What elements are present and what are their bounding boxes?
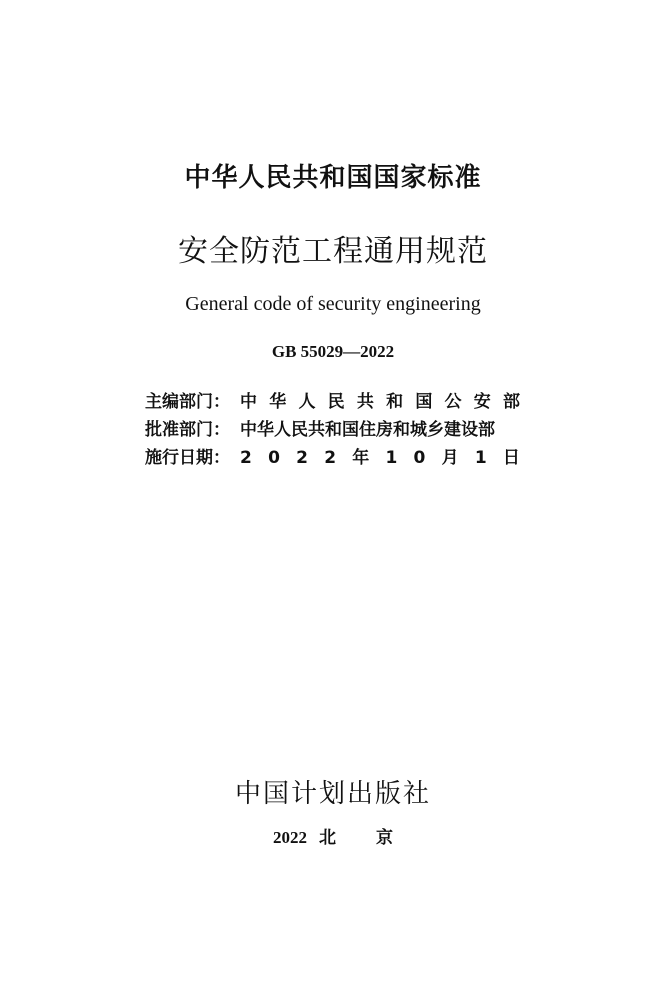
title-english: General code of security engineering [185,293,481,315]
chief-editor-char: 公 [444,392,462,412]
publisher-name: 中国计划出版社 [234,779,431,809]
chief-editor-char: 部 [502,392,520,412]
chief-editor-label: 主编部门： [145,392,230,412]
approver-label: 批准部门： [145,420,230,440]
chief-editor-char: 人 [298,392,316,412]
publication-line [0,826,666,850]
effective-date-char: 2 [240,448,252,468]
effective-date-char: 1 [385,448,398,468]
publication-year: 2022 [273,828,307,847]
effective-date-label: 施行日期： [145,448,230,468]
chief-editor-value [240,388,520,416]
effective-date-value [240,444,520,472]
chief-editor-char: 华 [269,392,287,412]
chief-editor-char: 民 [327,392,345,412]
publication-city-char: 京 [376,828,393,847]
chief-editor-char: 和 [386,392,404,412]
title-chinese: 安全防范工程通用规范 [178,234,488,269]
chief-editor-char: 国 [415,392,433,412]
effective-date-char: 2 [296,448,308,468]
standard-code: GB 55029—2022 [271,342,395,361]
effective-date-char: 0 [413,448,426,468]
effective-date-char: 1 [474,448,487,468]
chief-editor-char: 中 [240,392,257,412]
chief-editor-row [145,388,525,416]
approver-value [240,416,520,444]
approver-row [145,416,525,444]
standard-type: 中华人民共和国国家标准 [184,163,482,193]
publication-city-char: 北 [319,828,336,847]
effective-date-char: 0 [268,448,280,468]
effective-date-char: 年 [352,448,370,468]
approver-text: 中华人民共和国住房和城乡建设部 [240,420,495,440]
effective-date-row [145,444,525,472]
chief-editor-char: 共 [356,392,374,412]
effective-date-char: 日 [502,448,520,468]
chief-editor-char: 安 [473,392,491,412]
effective-date-char: 月 [441,448,459,468]
effective-date-char: 2 [324,448,337,468]
